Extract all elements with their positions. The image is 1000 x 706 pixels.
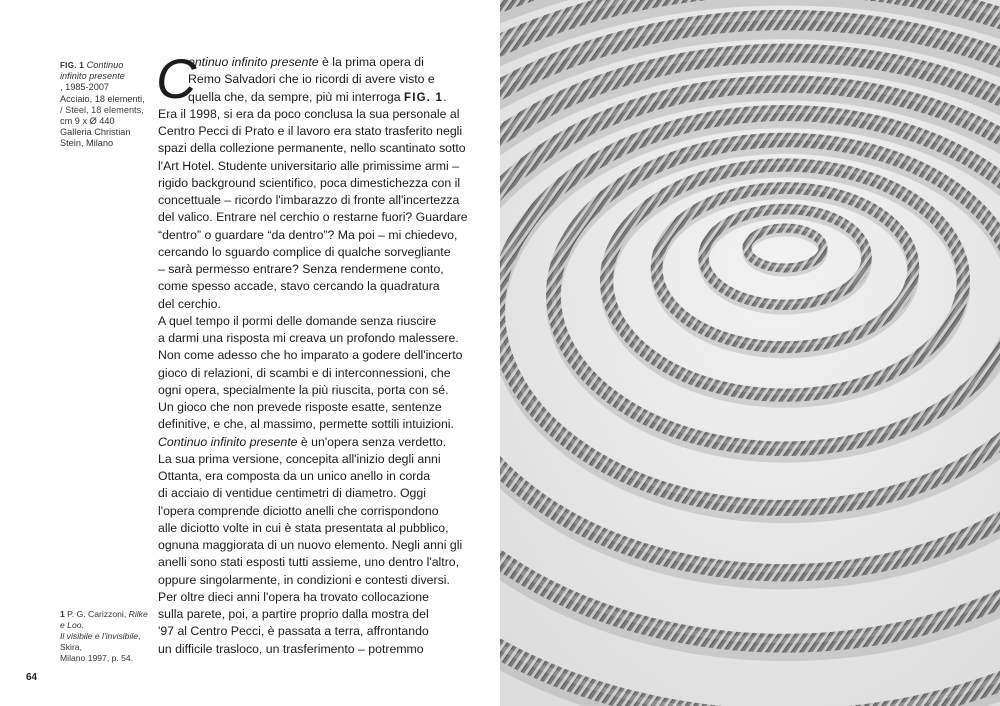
caption-material-en: / Steel, 18 elements, <box>60 104 144 115</box>
caption-gallery-line-1: Galleria Christian <box>60 127 131 138</box>
footnote-number: 1 <box>60 609 65 619</box>
body-line: Centro Pecci di Prato e il lavoro era stato trasferito negli <box>158 124 463 138</box>
caption-material-it: Acciaio, 18 elementi, <box>60 93 145 104</box>
body-line: alle diciotto volte in cui è stata presentata al pubblico, <box>158 520 449 535</box>
body-line: Un gioco che non prevede risposte esatte, sentenze <box>158 400 442 414</box>
body-line: l'Art Hotel. Studente universitario alle primissime armi – <box>158 158 459 173</box>
body-line: a darmi una risposta mi creava un profondo malessere. <box>158 331 459 345</box>
body-line: Era il 1998, si era da poco conclusa la sua personale al <box>158 106 460 121</box>
figure-reference: FIG. 1 <box>404 91 444 104</box>
body-line: ontinuo infinito presente è la prima opera di <box>188 55 424 69</box>
body-line: “dentro” o guardare “da dentro”? Ma poi – mi chiedevo, <box>158 227 458 242</box>
drop-cap-letter: C <box>156 47 195 110</box>
work-title: ontinuo infinito presente <box>188 55 319 69</box>
body-line: Non come adesso che ho imparato a godere dell'incerto <box>158 348 463 363</box>
drop-cap <box>156 47 195 110</box>
body-line: quella che, da sempre, più mi interroga FIG. 1. <box>188 89 447 104</box>
body-line: ognuna maggiorata di un nuovo elemento. Negli anni gli <box>158 538 463 552</box>
body-line: Remo Salvadori che io ricordi di avere visto e <box>188 72 435 87</box>
footnote: 1 P. G. Carizzoni, Rilke e Loo. Il visibile e l'invisibile, Skira, Milano 1997, p. 54. <box>60 609 148 663</box>
body-line: cercando lo sguardo complice di qualche sorvegliante <box>158 244 451 259</box>
caption-fig-label: FIG. 1 <box>60 61 85 70</box>
steel-rope-rings-icon <box>500 0 1000 706</box>
caption-dimensions: cm 9 x Ø 440 <box>60 116 115 127</box>
body-line: ogni opera, specialmente la più riuscita, porta con sé. <box>158 382 449 397</box>
body-line: spazi della collezione permanente, nello scantinato sotto <box>158 141 466 156</box>
body-line: – sarà permesso entrare? Senza rendermene conto, <box>158 262 444 276</box>
body-line: definitive, e che, al massimo, permette sottili intuizioni. <box>158 417 454 432</box>
body-line: sulla parete, poi, a partire proprio dalla mostra del <box>158 607 429 621</box>
body-line: l'opera comprende diciotto anelli che corrispondono <box>158 503 439 518</box>
body-line: un difficile trasloco, un trasferimento – potremmo <box>158 641 424 656</box>
body-line: concettuale – ricordo l'imbarazzo di fronte all'incertezza <box>158 193 460 207</box>
body-line: '97 al Centro Pecci, è passata a terra, affrontando <box>158 624 429 639</box>
body-line: rigido background scientifico, poca dimestichezza con il <box>158 175 461 190</box>
body-line: come spesso accade, stavo cercando la quadratura <box>158 279 440 294</box>
body-line: di acciaio di ventidue centimetri di diametro. Oggi <box>158 486 426 501</box>
artwork-photo <box>500 0 1000 706</box>
body-line: oppure singolarmente, in condizioni e contesti diversi. <box>158 572 450 587</box>
caption-title: Continuo infinito presente <box>60 60 125 82</box>
body-line: gioco di relazioni, di scambi e di interconnessioni, che <box>158 365 451 380</box>
body-line: Continuo infinito presente è un'opera senza verdetto. <box>158 434 447 449</box>
body-line: A quel tempo il pormi delle domande senza riuscire <box>158 313 437 328</box>
body-line: del cerchio. <box>158 296 221 311</box>
body-line: La sua prima versione, concepita all'inizio degli anni <box>158 451 441 466</box>
body-text <box>156 47 468 658</box>
body-line: anelli sono stati esposti tutti assieme, uno dentro l'altro, <box>158 555 460 570</box>
caption-years: , 1985-2007 <box>60 82 110 93</box>
page-number: 64 <box>26 672 38 683</box>
body-line: Ottanta, era composta da un unico anello in corda <box>158 469 431 483</box>
body-line: del valico. Entrare nel cerchio o restarne fuori? Guardare <box>158 210 468 225</box>
work-title: Continuo infinito presente <box>158 434 298 449</box>
figure-caption <box>60 60 150 150</box>
caption-gallery-line-2: Stein, Milano <box>60 138 114 149</box>
body-line: Per oltre dieci anni l'opera ha trovato collocazione <box>158 589 429 604</box>
